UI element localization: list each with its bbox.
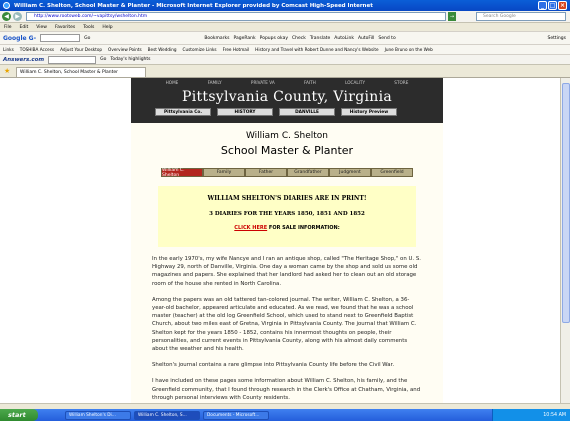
page-subheading: School Master & Planter <box>220 144 354 157</box>
window-titlebar[interactable] <box>0 0 570 11</box>
google-search-input[interactable] <box>40 34 80 42</box>
link-item[interactable]: Overview Points <box>108 47 142 52</box>
browser-tab[interactable]: William C. Shelton, School Master & Planter <box>16 67 146 77</box>
click-here-link[interactable]: CLICK HERE <box>234 225 268 231</box>
google-check[interactable]: Check <box>292 35 306 41</box>
taskbar <box>0 409 570 421</box>
tab-greenfield[interactable]: Greenfield <box>371 168 413 177</box>
tab-family[interactable]: Family <box>203 168 245 177</box>
answers-search-input[interactable] <box>48 56 96 64</box>
site-button-danville[interactable]: DANVILLE <box>279 108 335 116</box>
site-buttons <box>131 108 443 116</box>
link-item[interactable]: Best Wedding <box>147 47 177 52</box>
topnav-store[interactable]: STORE <box>394 79 409 85</box>
links-label: Links <box>3 47 14 52</box>
notice-headline: WILLIAM SHELTON'S DIARIES ARE IN PRINT! <box>207 195 367 202</box>
answers-logo: Answers.com <box>3 56 45 63</box>
site-topnav <box>131 78 443 86</box>
link-item[interactable]: Customize Links <box>182 47 217 52</box>
paragraph-journal: Among the papers was an old tattered tan-colored journal. The writer, William C. Shelton, a 36-year-old bachelor, appeared articulate and educated. As we read, we found that he was a school master (teacher) at the old log Greenfield School, which used to stand next to Greenfield Baptist Church, about two miles east of Gretna, Virginia in Pittsylvania County. The journal that William C. Shelton kept for the years 1850 - 1852, contains his innermost thoughts on people, their personalities, and current events in Pittsylvania County, along with his almost daily comments about the weather and his health. <box>152 296 417 353</box>
forward-button[interactable]: ▶ <box>13 12 22 21</box>
link-item[interactable]: TOSHIBA Access <box>19 47 55 52</box>
ie-icon <box>3 2 10 9</box>
site-button-history-preview[interactable]: History Preview <box>341 108 397 116</box>
page-heading: William C. Shelton <box>245 131 329 141</box>
site-button-history[interactable]: HISTORY <box>217 108 273 116</box>
menu-tools[interactable]: Tools <box>83 24 95 30</box>
system-tray <box>492 409 570 421</box>
minimize-button[interactable]: _ <box>538 1 547 10</box>
taskbar-item-documents[interactable]: Documents - Microsoft... <box>203 411 269 420</box>
site-header <box>131 78 443 123</box>
link-item[interactable]: Adjust Your Desktop <box>60 47 103 52</box>
taskbar-item-shelton[interactable]: William C. Shelton, S... <box>134 411 200 420</box>
notice-years: 3 DIARIES FOR THE YEARS 1850, 1851 AND 1852 <box>209 211 365 217</box>
diaries-notice <box>158 186 416 247</box>
scrollbar-thumb[interactable] <box>562 83 570 323</box>
address-bar[interactable]: http://www.rootsweb.com/~vapittsy/wshelton.htm <box>26 12 446 21</box>
maximize-button[interactable]: □ <box>549 2 556 9</box>
window-title: William C. Shelton, School Master & Planter - Microsoft Internet Explorer provided by Comcast High-Speed Internet <box>14 2 373 9</box>
tab-william-shelton[interactable]: William C. Shelton <box>161 168 203 177</box>
clock: 10:54 AM <box>543 412 566 418</box>
notice-sale-text: FOR SALE INFORMATION: <box>267 225 340 231</box>
link-item[interactable]: History and Travel with Robert Dunne and Nancy's Website <box>255 47 379 52</box>
site-title: Pittsylvania County, Virginia <box>181 89 393 105</box>
site-button-pittsylvania[interactable]: Pittsylvania Co. <box>155 108 211 116</box>
google-go-button[interactable]: Go <box>84 35 91 41</box>
search-input[interactable]: Search Google <box>476 12 566 21</box>
tab-bar <box>0 65 570 78</box>
topnav-faith[interactable]: FAITH <box>303 79 316 85</box>
answers-toolbar <box>0 55 570 65</box>
google-autofill[interactable]: AutoFill <box>357 35 375 41</box>
taskbar-item-diary[interactable]: William Shelton's Di... <box>65 411 131 420</box>
answers-highlights[interactable]: Today's highlights <box>110 57 151 62</box>
page-viewport <box>0 78 560 403</box>
topnav-home[interactable]: HOME <box>165 79 179 85</box>
page-content <box>131 123 443 403</box>
go-button[interactable]: → <box>449 13 455 20</box>
vertical-scrollbar[interactable] <box>560 78 570 403</box>
favorites-star-icon[interactable]: ★ <box>4 67 11 75</box>
topnav-locality[interactable]: LOCALITY <box>345 79 366 85</box>
links-bar <box>0 45 570 55</box>
link-item[interactable]: Free Hotmail <box>222 47 250 52</box>
link-item[interactable]: June Bruno on the Web <box>384 47 433 52</box>
google-translate[interactable]: Translate <box>309 35 331 41</box>
google-autolink[interactable]: AutoLink <box>334 35 354 41</box>
paragraph-glimpse: Shelton's journal contains a rare glimpse into Pittsylvania County life before the Civil War. <box>152 362 395 369</box>
menu-bar <box>0 23 570 32</box>
page-tabs <box>131 168 443 177</box>
close-button[interactable]: × <box>559 2 566 9</box>
answers-go-button[interactable]: Go <box>100 57 107 62</box>
back-button[interactable]: ◀ <box>2 12 11 21</box>
menu-edit[interactable]: Edit <box>19 24 29 30</box>
google-logo: Google G- <box>3 34 37 42</box>
tab-judgment[interactable]: Judgment <box>329 168 371 177</box>
google-bookmarks[interactable]: Bookmarks <box>204 35 230 41</box>
google-pagerank[interactable]: PageRank <box>233 35 256 41</box>
tab-father[interactable]: Father <box>245 168 287 177</box>
google-sendto[interactable]: Send to <box>378 35 396 41</box>
google-toolbar <box>0 32 570 45</box>
tab-grandfather[interactable]: Grandfather <box>287 168 329 177</box>
topnav-private[interactable]: PRIVATE VA <box>250 79 275 85</box>
notice-sale-info <box>158 225 416 231</box>
google-popups[interactable]: Popups okay <box>259 35 288 41</box>
paragraph-research: I have included on these pages some information about William C. Shelton, his family, and the Greenfield community, that I found through research in the Clerk's Office at Chatham, Virginia, and through personal interviews with County residents. <box>152 378 421 401</box>
menu-help[interactable]: Help <box>102 24 113 30</box>
address-row <box>0 11 570 23</box>
paragraph-intro: In the early 1970's, my wife Nancye and I ran an antique shop, called "The Heritage Shop," on U. S. Highway 29, north of Danville, Virginia. One day a woman came by the shop and sold us some old magazines and papers. She explained that her landlord had asked her to clean out an old storage room of the house she rented in North Carolina. <box>152 256 421 287</box>
menu-view[interactable]: View <box>36 24 47 30</box>
menu-favorites[interactable]: Favorites <box>54 24 76 30</box>
menu-file[interactable]: File <box>4 24 12 30</box>
google-settings[interactable]: Settings <box>547 35 566 41</box>
start-button[interactable]: start <box>0 409 38 421</box>
topnav-family[interactable]: FAMILY <box>207 79 222 85</box>
